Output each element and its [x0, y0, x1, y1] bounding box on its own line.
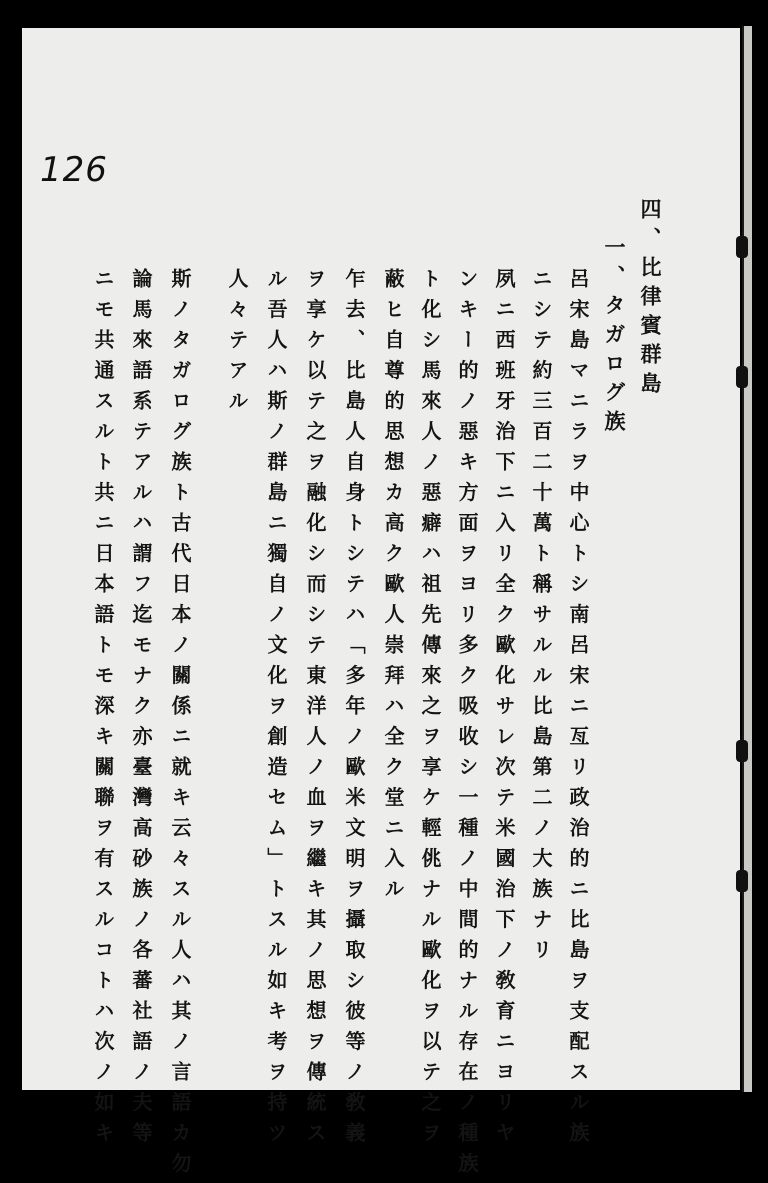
section-heading: 四、比律賓群島 [638, 198, 663, 401]
text-column: 論馬來語系テアルハ謂フ迄モナク亦臺灣高砂族ノ各蕃社語ノ夫等 [129, 268, 153, 1153]
page-binding-edge [742, 26, 752, 1092]
text-column: ンキー的ノ惡キ方面ヲヨリ多ク吸收シ一種ノ中間的ナル存在ノ種族 [455, 268, 479, 1183]
text-column: ヲ享ケ以テ之ヲ融化シ而シテ東洋人ノ血ヲ繼キ其ノ思想ヲ傳統ス [303, 268, 327, 1153]
binding-mark [736, 236, 748, 258]
text-column: 夙ニ西班牙治下ニ入リ全ク歐化サレ次テ米國治下ノ敎育ニヨリヤ [492, 268, 516, 1153]
text-column: ル吾人ハ斯ノ群島ニ獨自ノ文化ヲ創造セム」トスル如キ考ヲ持ツ [264, 268, 288, 1153]
text-column: 乍去、比島人自身トシテハ「多年ノ歐米文明ヲ攝取シ彼等ノ敎義 [342, 268, 366, 1153]
text-column: ニモ共通スルト共ニ日本語トモ深キ關聯ヲ有スルコトハ次ノ如キ [91, 268, 115, 1153]
subsection-heading: 一、タガログ族 [602, 236, 627, 439]
text-column: ト化シ馬來人ノ惡癖ハ祖先傳來之ヲ享ケ輕佻ナル歐化ヲ以テ之ヲ [418, 268, 442, 1153]
binding-mark [736, 870, 748, 892]
text-column: 斯ノタガログ族ト古代日本ノ關係ニ就キ云々スル人ハ其ノ言語カ勿 [168, 268, 192, 1183]
binding-mark [736, 740, 748, 762]
text-column: 人々テアル [225, 268, 249, 421]
binding-mark [736, 366, 748, 388]
text-column: ニシテ約三百二十萬ト稱サルル比島第二ノ大族ナリ [529, 268, 553, 970]
text-column: 蔽ヒ自尊的思想カ高ク歐人崇拜ハ全ク堂ニ入ル [381, 268, 405, 909]
text-column: 呂宋島マニラヲ中心トシ南呂宋ニ亙リ政治的ニ比島ヲ支配スル族 [566, 268, 590, 1153]
page-number: 126 [40, 150, 108, 190]
